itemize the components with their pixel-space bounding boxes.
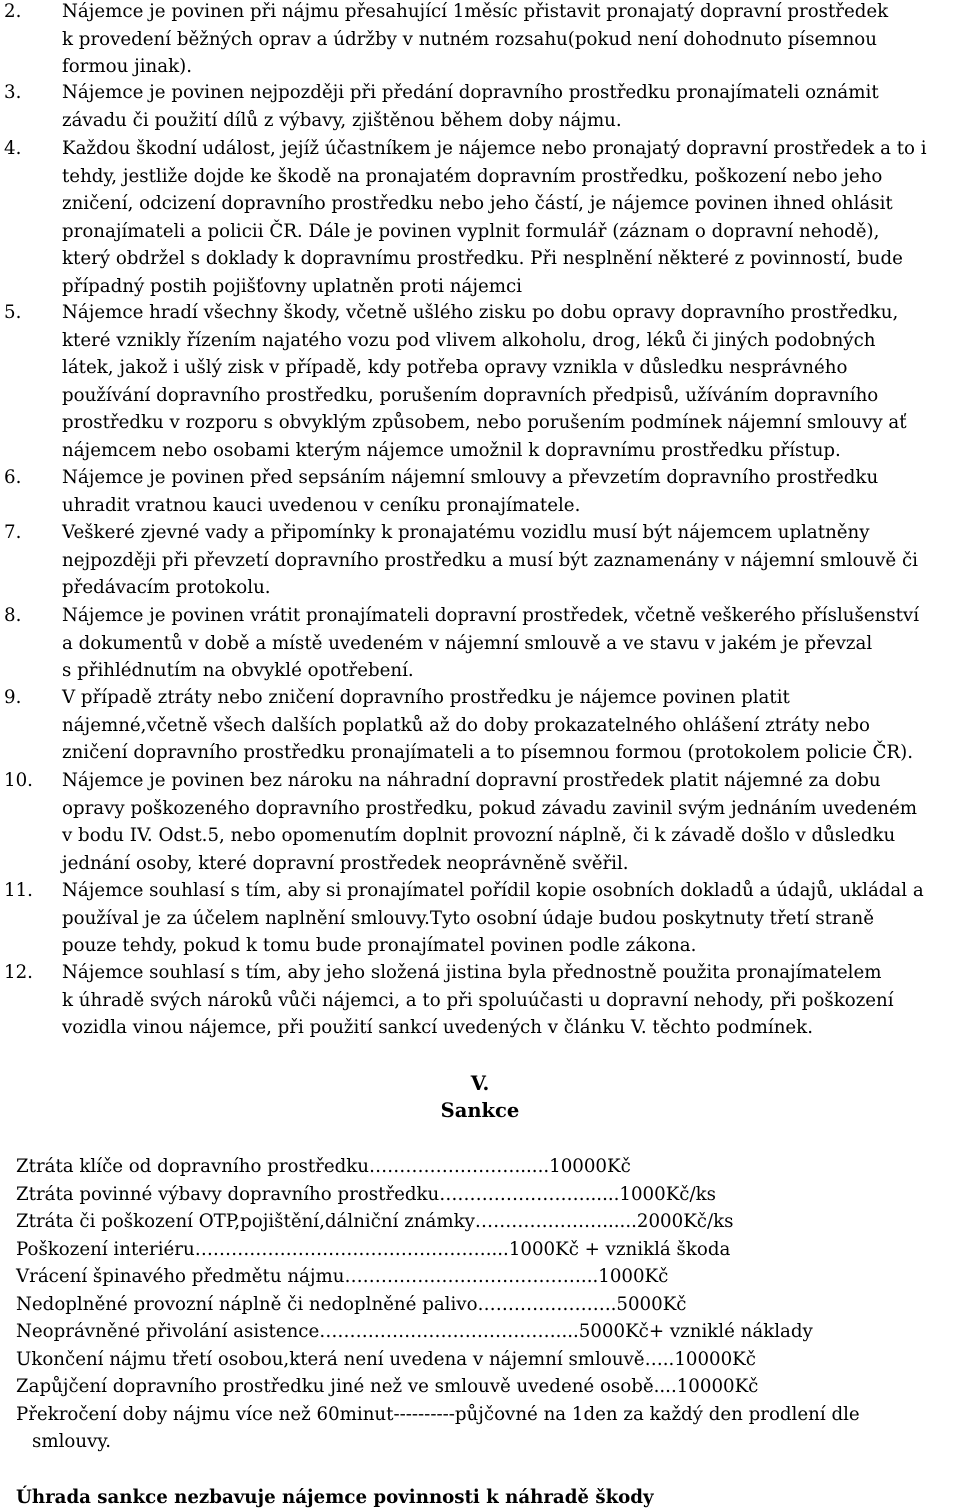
item-line: nájemné,včetně všech dalších poplatků až do doby prokazatelného ohlášení ztráty nebo — [62, 714, 871, 736]
list-item — [0, 464, 960, 519]
item-number: 5. — [4, 302, 22, 323]
sanction-row: Neoprávněné přivolání asistence…………………………………....5000Kč+ vzniklé náklady — [16, 1321, 813, 1342]
sanction-row: Ztráta klíče od dopravního prostředku……………………......10000Kč — [16, 1156, 631, 1177]
item-line: uhradit vratnou kauci uvedenou v ceníku pronajímatele. — [62, 494, 581, 516]
item-line: Nájemce je povinen před sepsáním nájemní smlouvy a převzetím dopravního prostředku — [62, 467, 879, 488]
sanction-row: Překročení doby nájmu více než 60minut----------půjčovné na 1den za každý den prodlení dle — [16, 1403, 860, 1425]
item-line: nejpozději při převzetí dopravního prostředku a musí být zaznamenány v nájemní smlouvě či — [62, 549, 918, 571]
list-item — [0, 519, 960, 602]
sanction-row: smlouvy. — [32, 1431, 111, 1452]
item-line: používal je za účelem naplnění smlouvy.Tyto osobní údaje budou poskytnuty třetí straně — [62, 907, 874, 929]
sanction-row: Nedoplněné provozní náplně či nedoplněné palivo…………………..5000Kč — [16, 1293, 687, 1315]
section-number: V. — [470, 1072, 490, 1095]
sanction-row: Vrácení špinavého předmětu nájmu…………………………………...1000Kč — [16, 1266, 669, 1287]
item-number: 12. — [4, 962, 33, 983]
list-item — [0, 959, 960, 1042]
item-line: prostředku v rozporu s obvyklým způsobem, nebo porušením podmínek nájemní smlouvy ať — [62, 412, 907, 433]
sanctions-list — [16, 1153, 956, 1456]
item-line: Nájemce je povinen při nájmu přesahující 1měsíc přistavit pronajatý dopravní prostředek — [62, 1, 889, 22]
item-line: Nájemce je povinen nejpozději při předání dopravního prostředku pronajímateli oznámit — [62, 82, 879, 103]
item-number: 10. — [4, 770, 33, 791]
item-line: které vznikly řízením najatého vozu pod vlivem alkoholu, drog, léků či jiných podobných — [62, 329, 876, 351]
item-line: pouze tehdy, pokud k tomu bude pronajímatel povinen podle zákona. — [62, 935, 697, 956]
item-line: případný postih pojišťovny uplatněn proti nájemci — [62, 275, 522, 297]
item-line: Nájemce hradí všechny škody, včetně ušlého zisku po dobu opravy dopravního prostředku, — [62, 302, 899, 323]
item-line: v bodu IV. Odst.5, nebo opomenutím doplnit provozní náplně, či k závadě došlo v důsledku — [62, 825, 896, 846]
list-item — [0, 767, 960, 877]
item-number: 7. — [4, 522, 22, 543]
item-number: 11. — [4, 880, 33, 901]
item-number: 8. — [4, 605, 22, 626]
item-line: zničení dopravního prostředku pronajímateli a to písemnou formou (protokolem policie ČR). — [62, 742, 913, 763]
item-line: a dokumentů v době a místě uvedeném v nájemní smlouvě a ve stavu v jakém je převzal — [62, 632, 873, 654]
item-number: 2. — [4, 1, 22, 22]
item-line: který obdržel s doklady k dopravnímu prostředku. Při nesplnění některé z povinností, bude — [62, 248, 903, 269]
item-line: formou jinak). — [62, 56, 192, 77]
item-line: s přihlédnutím na obvyklé opotřebení. — [62, 660, 414, 681]
item-line: Nájemce je povinen bez nároku na náhradní dopravní prostředek platit nájemné za dobu — [62, 770, 881, 791]
footer-note: Úhrada sankce nezbavuje nájemce povinnosti k náhradě škody — [16, 1487, 654, 1508]
list-item — [0, 79, 960, 134]
list-item — [0, 602, 960, 685]
sanction-row: Ztráta povinné výbavy dopravního prostředku……………………......1000Kč/ks — [16, 1183, 716, 1205]
item-line: V případě ztráty nebo zničení dopravního prostředku je nájemce povinen platit — [62, 687, 790, 708]
sanction-row: Ukončení nájmu třetí osobou,která není uvedena v nájemní smlouvě…..10000Kč — [16, 1348, 756, 1370]
item-line: jednání osoby, které dopravní prostředek neoprávněně svěřil. — [62, 852, 629, 874]
item-line: Každou škodní událost, jejíž účastníkem je nájemce nebo pronajatý dopravní prostředek a to i — [62, 138, 927, 159]
list-item — [0, 299, 960, 464]
item-number: 6. — [4, 467, 22, 488]
list-item — [0, 135, 960, 300]
item-line: Nájemce souhlasí s tím, aby si pronajímatel pořídil kopie osobních dokladů a údajů, ukládal a — [62, 880, 924, 901]
sanction-row: Ztráta či poškození OTP,pojištění,dálniční známky…………………......2000Kč/ks — [16, 1211, 734, 1232]
item-line: předávacím protokolu. — [62, 577, 271, 598]
item-number: 4. — [4, 138, 22, 159]
item-line: Nájemce je povinen vrátit pronajímateli dopravní prostředek, včetně veškerého příslušenství — [62, 605, 920, 626]
item-line: zničení, odcizení dopravního prostředku nebo jeho částí, je nájemce povinen ihned ohlásit — [62, 193, 893, 214]
section-title: Sankce — [440, 1099, 520, 1122]
sanction-row: Poškození interiéru…………………………………………....1000Kč + vzniklá škoda — [16, 1238, 731, 1260]
item-line: nájemcem nebo osobami kterým nájemce umožnil k dopravnímu prostředku přístup. — [62, 439, 841, 461]
item-line: používání dopravního prostředku, porušením dopravních předpisů, užíváním dopravního — [62, 384, 879, 406]
item-number: 9. — [4, 687, 22, 708]
item-line: pronajímateli a policii ČR. Dále je povinen vyplnit formulář (záznam o dopravní nehodě), — [62, 220, 880, 242]
item-line: závadu či použití dílů z výbavy, zjištěnou během doby nájmu. — [62, 109, 622, 131]
item-line: látek, jakož i ušlý zisk v případě, kdy potřeba opravy vznikla v důsledku nesprávného — [62, 357, 848, 378]
item-line: Veškeré zjevné vady a připomínky k pronajatému vozidlu musí být nájemcem uplatněny — [62, 522, 870, 543]
list-item — [0, 0, 960, 81]
item-line: tehdy, jestliže dojde ke škodě na pronajatém dopravním prostředku, poškození nebo jeho — [62, 165, 883, 187]
sanction-row: Zapůjčení dopravního prostředku jiné než ve smlouvě uvedené osobě....10000Kč — [16, 1376, 759, 1397]
list-item — [0, 684, 960, 767]
item-line: opravy poškozeného dopravního prostředku, pokud závadu zavinil svým jednáním uvedeném — [62, 797, 917, 819]
item-line: k úhradě svých nároků vůči nájemci, a to při spoluúčasti u dopravní nehody, při poškození — [62, 989, 894, 1011]
list-item — [0, 877, 960, 960]
item-number: 3. — [4, 82, 22, 103]
item-line: vozidla vinou nájemce, při použití sankcí uvedených v článku V. těchto podmínek. — [62, 1017, 813, 1038]
item-line: k provedení běžných oprav a údržby v nutném rozsahu(pokud není dohodnuto písemnou — [62, 28, 877, 50]
item-line: Nájemce souhlasí s tím, aby jeho složená jistina byla přednostně použita pronajímatelem — [62, 962, 882, 983]
